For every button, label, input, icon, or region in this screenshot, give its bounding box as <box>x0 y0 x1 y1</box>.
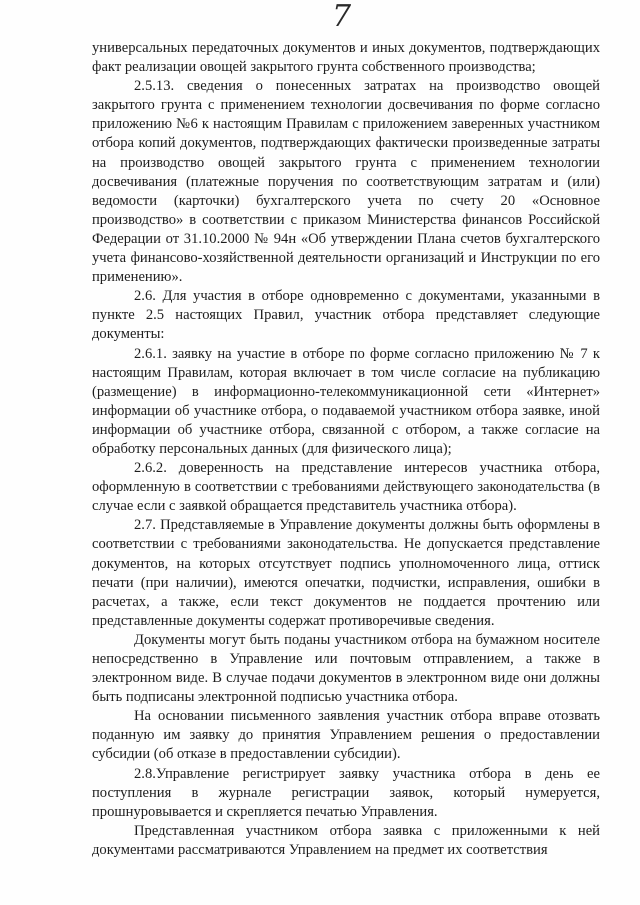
paragraph-submission: Документы могут быть поданы участником отбора на бумажном носителе непосредственно в Управление или почтовым отправлением, а также в электронном виде. В случае подачи документов в электронном виде они должны быть подписаны электронной подписью участника отбора. <box>92 631 600 706</box>
handwritten-page-number: 7 <box>332 0 352 34</box>
document-body <box>92 39 600 860</box>
paragraph-2-8: 2.8.Управление регистрирует заявку участника отбора в день ее поступления в журнале регистрации заявок, который нумеруется, прошнуровывается и скрепляется печатью Управления. <box>92 765 600 820</box>
paragraph-withdrawal: На основании письменного заявления участник отбора вправе отозвать поданную им заявку до принятия Управлением решения о предоставлении субсидии (об отказе в предоставлении субсидии). <box>92 708 600 763</box>
paragraph-2-7: 2.7. Представляемые в Управление документы должны быть оформлены в соответствии с требованиями законодательства. Не допускается представление документов, на которых отсутствует подпись уполномоченного лица, оттиск печати (при наличии), имеются опечатки, подчистки, исправления, ошибки в расчетах, а также, если текст документов не поддается прочтению или представленные документы содержат противоречивые сведения. <box>92 517 600 629</box>
paragraph-continuation: универсальных передаточных документов и иных документов, подтверждающих факт реализации овощей закрытого грунта собственного производства; <box>92 40 600 76</box>
paragraph-2-6-1: 2.6.1. заявку на участие в отборе по форме согласно приложению № 7 к настоящим Правилам, которая включает в том числе согласие на публикацию (размещение) в информационно-телекоммуникационной сети «Интернет» информации об участнике отбора, о подаваемой участником отбора заявке, иной информации об участнике отбора, связанной с отбором, а также согласие на обработку персональных данных (для физического лица); <box>92 345 600 457</box>
paragraph-2-6-2: 2.6.2. доверенность на представление интересов участника отбора, оформленную в соответствии с требованиями действующего законодательства (в случае если с заявкой обращается представитель участника отбора). <box>92 460 600 515</box>
paragraph-2-5-13: 2.5.13. сведения о понесенных затратах на производство овощей закрытого грунта с применением технологии досвечивания по форме согласно приложению №6 к настоящим Правилам с приложением заверенных участником отбора копий документов, подтверждающих фактически произведенные затраты на производство овощей закрытого грунта с применением технологии досвечивания (платежные поручения по соответствующим затратам и (или) ведомости (карточки) бухгалтерского учета по счету 20 «Основное производство» в соответствии с приказом Министерства финансов Российской Федерации от 31.10.2000 № 94н «Об утверждении Плана счетов бухгалтерского учета финансово-хозяйственной деятельности организаций и Инструкции по его применению». <box>92 78 600 286</box>
paragraph-review: Представленная участником отбора заявка с приложенными к ней документами рассматриваются Управлением на предмет их соответствия <box>92 822 600 858</box>
paragraph-2-6: 2.6. Для участия в отборе одновременно с документами, указанными в пункте 2.5 настоящих Правил, участник отбора представляет следующие документы: <box>92 288 600 343</box>
